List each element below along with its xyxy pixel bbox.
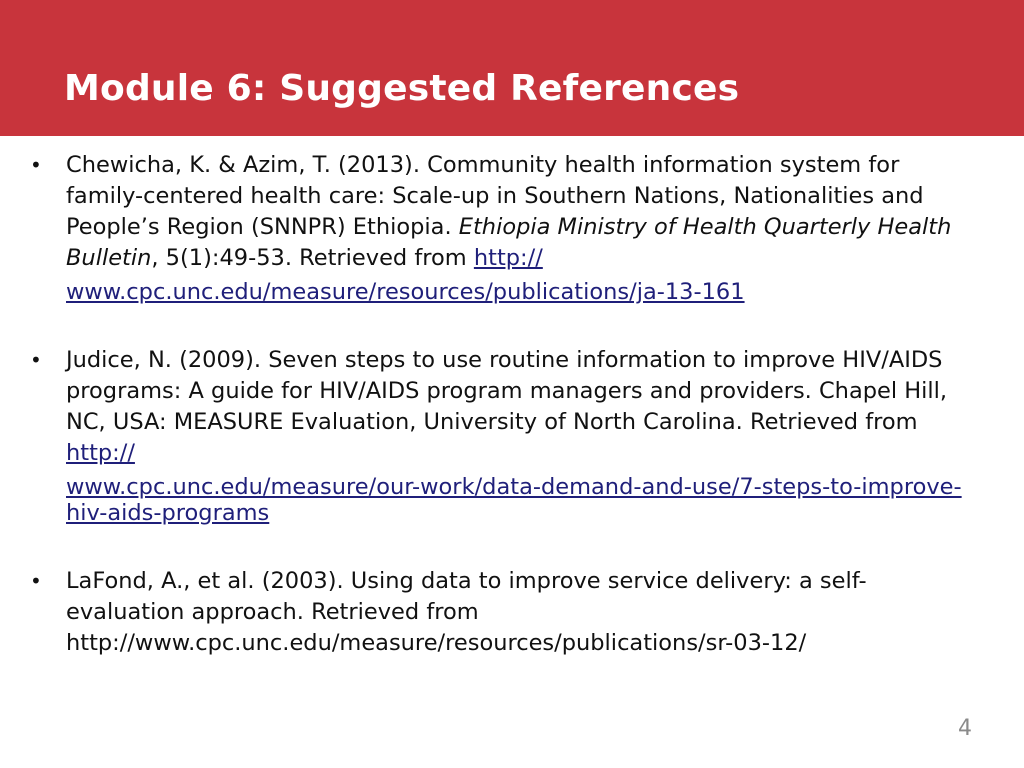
reference-link[interactable]: www.cpc.unc.edu/measure/resources/publications/ja-13-161 — [66, 279, 745, 305]
reference-link-start[interactable]: http:// — [473, 245, 543, 271]
reference-link-start[interactable]: http:// — [66, 440, 135, 466]
reference-text: Chewicha, K. & Azim, T. (2013). Community health information system for family-centered health care: Scale-up in Southern Nations, Nationalities and People’s Region (SNNPR) Ethiopia. — [66, 152, 924, 240]
reference-text: LaFond, A., et al. (2003). Using data to improve service delivery: a self-evaluation approach. Retrieved from http://www.cpc.unc.edu/measure/resources/publications/sr-03-12/ — [66, 568, 867, 656]
reference-text: , 5(1):49-53. Retrieved from — [151, 245, 474, 271]
journal-title: Ethiopia Ministry of Health Quarterly Health Bulletin — [66, 214, 952, 271]
page-number: 4 — [958, 716, 972, 741]
reference-list — [30, 150, 965, 659]
reference-link[interactable]: www.cpc.unc.edu/measure/our-work/data-demand-and-use/7-steps-to-improve-hiv-aids-programs — [66, 474, 962, 526]
reference-text: Judice, N. (2009). Seven steps to use routine information to improve HIV/AIDS programs: A guide for HIV/AIDS program managers and providers. Chapel Hill, NC, USA: MEASURE Evaluation, University of North Carolina. Retrieved from — [66, 347, 948, 435]
reference-item — [30, 150, 965, 305]
slide-title: Module 6: Suggested References — [64, 68, 740, 109]
bullet-icon: • — [30, 153, 42, 177]
reference-item — [30, 345, 965, 526]
bullet-icon: • — [30, 569, 42, 593]
reference-item — [30, 566, 965, 659]
title-bar — [0, 0, 1024, 136]
bullet-icon: • — [30, 348, 42, 372]
